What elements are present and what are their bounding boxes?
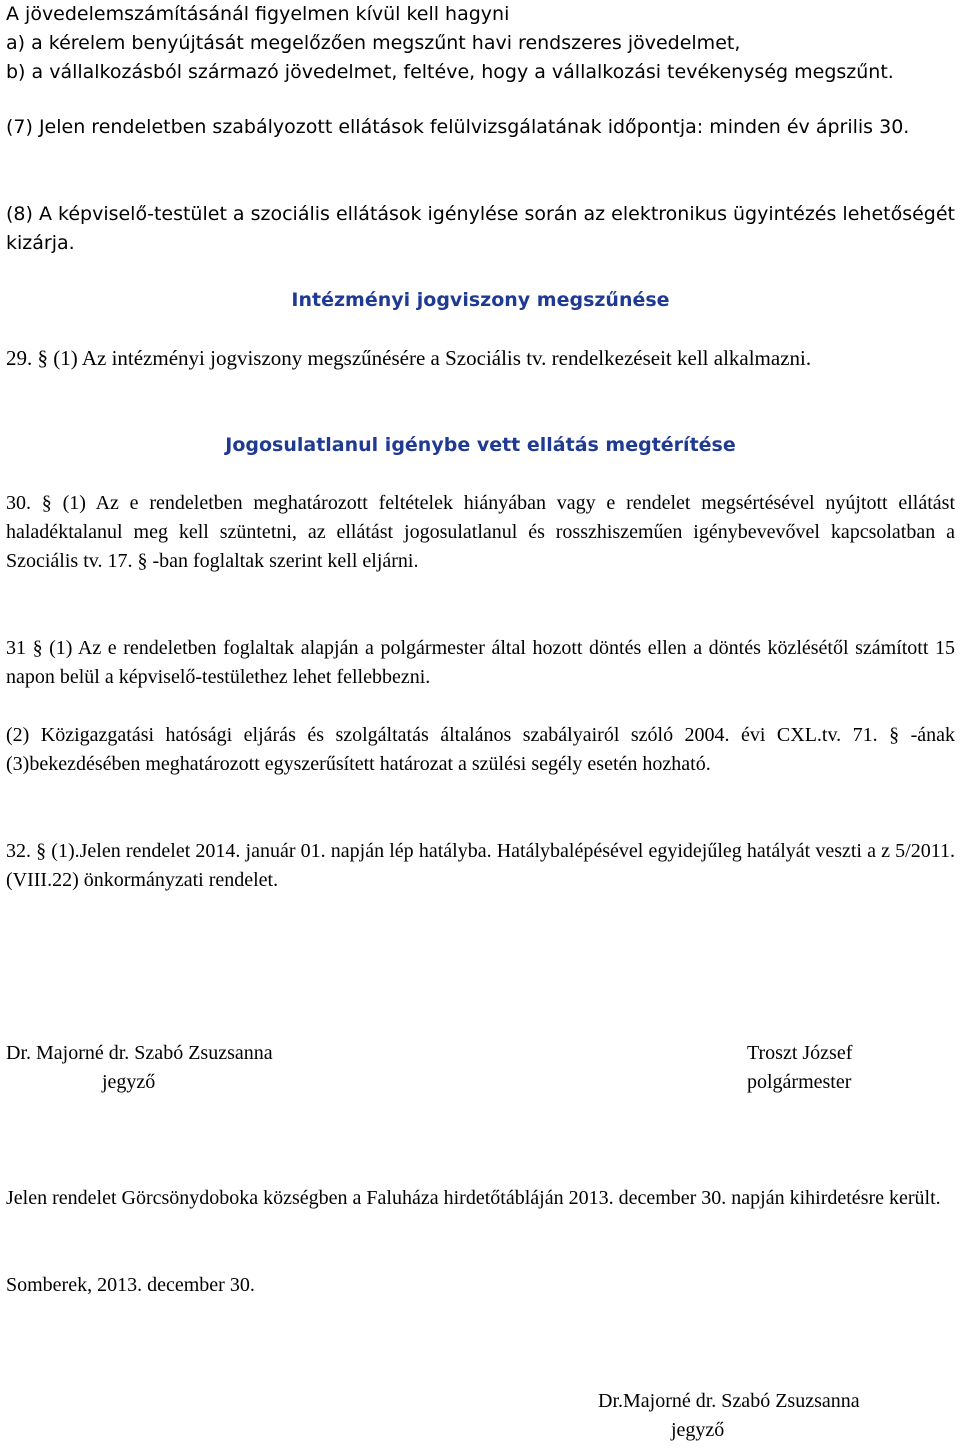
intro-line-2: a) a kérelem benyújtását megelőzően megszűnt havi rendszeres jövedelmet, [6,32,741,54]
signature-notary [6,1039,273,1097]
paragraph-32: 32. § (1).Jelen rendelet 2014. január 01. napján lép hatályba. Hatálybalépésével egyidejűleg hatályát veszti a z 5/2011.(VIII.22) önkormányzati rendelet. [6,840,955,891]
place-and-date: Somberek, 2013. december 30. [6,1274,255,1296]
paragraph-29: 29. § (1) Az intézményi jogviszony megszűnésére a Szociális tv. rendelkezéseit kell alkalmazni. [6,346,812,370]
intro-line-3: b) a vállalkozásból származó jövedelmet, feltéve, hogy a vállalkozási tevékenység megszűnt. [6,61,894,83]
paragraph-7: (7) Jelen rendeletben szabályozott ellátások felülvizsgálatának időpontja: minden év április 30. [6,116,910,138]
paragraph-8: (8) A képviselő-testület a szociális ellátások igénylése során az elektronikus ügyintézés lehetőségét kizárja. [6,203,955,254]
signature-notary-name: Dr. Majorné dr. Szabó Zsuzsanna [6,1042,273,1064]
signature-mayor-name: Troszt József [747,1042,853,1064]
paragraph-31-2: (2) Közigazgatási hatósági eljárás és szolgáltatás általános szabályairól szóló 2004. évi CXL.tv. 71. § -ának (3)bekezdésében meghatározott egyszerűsített határozat a szülési segély esetén hozható. [6,724,955,775]
paragraph-31: 31 § (1) Az e rendeletben foglaltak alapján a polgármester által hozott döntés ellen a döntés közlésétől számított 15 napon belül a képviselő-testülethez lehet fellebbezni. [6,637,955,688]
signature-mayor-title: polgármester [747,1071,852,1093]
announcement-paragraph: Jelen rendelet Görcsönydoboka községben a Faluháza hirdetőtábláján 2013. december 30. napján kihirdetésre került. [6,1187,941,1209]
signature-mayor [747,1039,852,1097]
bottom-signature-name: Dr.Majorné dr. Szabó Zsuzsanna [598,1390,860,1412]
section-heading-reimbursement: Jogosulatlanul igénybe vett ellátás megtérítése [225,434,736,456]
paragraph-30: 30. § (1) Az e rendeletben meghatározott feltételek hiányában vagy e rendelet megsértésével nyújtott ellátást haladéktalanul meg kell szüntetni, az ellátást jogosulatlanul és rosszhiszeműen igénybevevővel kapcsolatban a Szociális tv. 17. § -ban foglaltak szerint kell eljárni. [6,492,955,572]
bottom-signature [598,1387,860,1445]
intro-block [6,0,955,87]
section-heading-institutional: Intézményi jogviszony megszűnése [291,289,670,311]
bottom-signature-title: jegyző [671,1419,725,1441]
intro-line-1: A jövedelemszámításánál figyelmen kívül kell hagyni [6,3,510,25]
signature-notary-title: jegyző [102,1071,156,1093]
